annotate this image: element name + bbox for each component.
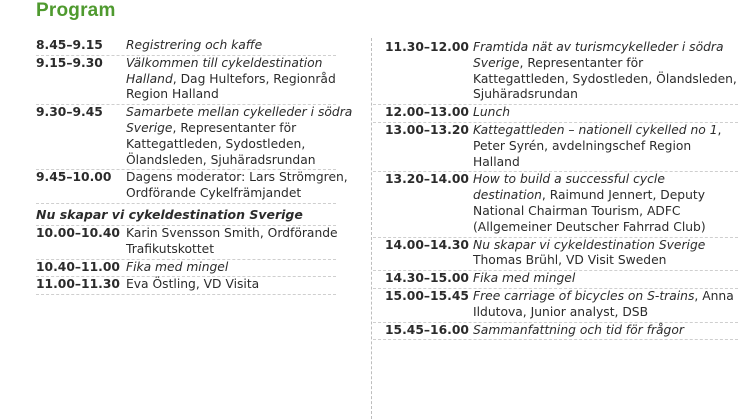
program-item-description [126, 56, 356, 103]
program-item-details: , Representanter för Kattegattleden, Sydostleden, Ölandsleden, Sjuhäradsrundan [126, 120, 316, 167]
program-item-time: 9.30–9.45 [36, 105, 103, 120]
program-item [36, 260, 356, 278]
program-item-description [473, 271, 738, 287]
program-item-title: Registrering och kaffe [126, 38, 263, 52]
program-item-details: Karin Svensson Smith, Ordförande Trafikutskottet [126, 225, 338, 256]
program-item-description [473, 289, 738, 321]
program-item-description [473, 172, 738, 235]
program-left-column [36, 38, 356, 295]
program-item [373, 105, 738, 123]
program-item-title: Free carriage of bicycles on S-trains [473, 288, 695, 303]
program-item-title: Lunch [473, 105, 510, 120]
program-item-time: 9.45–10.00 [36, 170, 112, 185]
program-list-late-morning [36, 226, 356, 295]
program-item-details: Dagens moderator: Lars Strömgren, Ordförande Cykelfrämjandet [126, 170, 348, 201]
program-item-description [126, 170, 356, 202]
program-right-column [373, 40, 738, 340]
program-item [36, 170, 356, 204]
program-item [373, 238, 738, 272]
program-item-details: Thomas Brühl, VD Visit Sweden [473, 253, 667, 268]
program-item-title: Framtida nät av turismcykelleder i södra Sverige [473, 40, 724, 70]
program-item-time: 14.30–15.00 [385, 271, 469, 286]
page-title: Program [36, 0, 116, 21]
program-item-details: , Anna Ildutova, Junior analyst, DSB [473, 288, 734, 319]
program-item-time: 10.00–10.40 [36, 225, 120, 240]
section-heading [36, 204, 356, 226]
program-item-description [473, 238, 738, 270]
program-item-description [126, 226, 356, 258]
program-item-time: 14.00–14.30 [385, 237, 469, 252]
program-item-description [126, 38, 356, 54]
program-item-description [126, 277, 356, 293]
program-item [373, 40, 738, 105]
program-item-details: , Dag Hultefors, Regionråd Region Halland [126, 71, 336, 102]
column-divider [371, 38, 372, 419]
program-item [36, 38, 356, 56]
program-item-details: , Peter Syrén, avdelningschef Region Halland [473, 122, 722, 169]
divider [36, 294, 336, 295]
program-list-morning [36, 38, 356, 204]
program-item-title: Fika med mingel [126, 259, 229, 274]
program-item-description [126, 105, 356, 168]
program-item-time: 13.20–14.00 [385, 172, 469, 187]
program-item-time: 9.15–9.30 [36, 55, 103, 70]
program-item-time: 15.45–16.00 [385, 322, 469, 337]
program-item-description [126, 260, 356, 276]
program-item-title: Välkommen till cykeldestination Halland [126, 55, 323, 86]
program-item [373, 271, 738, 289]
program-item-title: Nu skapar vi cykeldestination Sverige [473, 237, 706, 252]
program-item-details: , Raimund Jennert, Deputy National Chairman Tourism, ADFC (Allgemeiner Deutscher Fahrrad Club) [473, 188, 706, 234]
program-item-time: 11.30–12.00 [385, 40, 469, 54]
program-item [36, 226, 356, 260]
program-item-title: Fika med mingel [473, 271, 576, 286]
program-item-title: Kattegattleden – nationell cykelled no 1 [473, 122, 718, 137]
program-item-time: 8.45–9.15 [36, 38, 103, 52]
program-item-time: 10.40–11.00 [36, 259, 120, 274]
program-item [373, 123, 738, 172]
section-heading-text: Nu skapar vi cykeldestination Sverige [36, 206, 303, 222]
program-item-description [473, 123, 738, 170]
divider [373, 339, 738, 340]
program-item-title: Sammanfattning och tid för frågor [473, 322, 684, 337]
program-item-description [473, 40, 738, 103]
program-item-time: 15.00–15.45 [385, 288, 469, 303]
program-item-title: How to build a successful cycle destination [473, 172, 665, 203]
program-item [373, 172, 738, 237]
program-item [36, 277, 356, 295]
program-item-details: Eva Östling, VD Visita [126, 277, 260, 292]
program-item-title: Samarbete mellan cykelleder i södra Sverige [126, 105, 353, 135]
program-item [36, 105, 356, 170]
program-item [373, 289, 738, 323]
program-item [373, 323, 738, 341]
program-list-afternoon [373, 40, 738, 340]
program-item-time: 13.00–13.20 [385, 122, 469, 137]
program-item [36, 56, 356, 105]
program-item-description [473, 105, 738, 121]
program-item-description [473, 323, 738, 339]
program-item-details: , Representanter för Kattegattleden, Sydostleden, Ölandsleden, Sjuhäradsrundan [473, 55, 737, 102]
program-item-time: 11.00–11.30 [36, 277, 120, 292]
program-item-time: 12.00–13.00 [385, 105, 469, 120]
